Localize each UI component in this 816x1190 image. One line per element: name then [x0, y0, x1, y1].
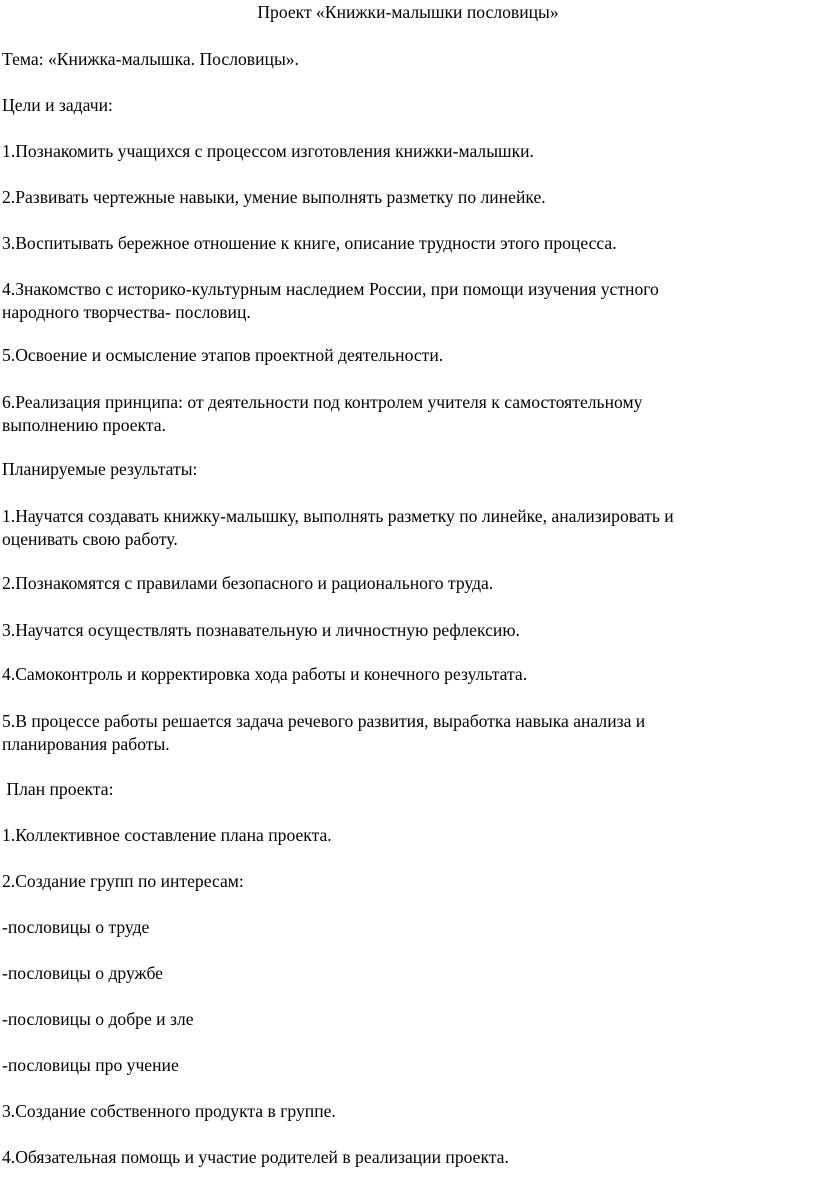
goal-item: 1.Познакомить учащихся с процессом изготовления книжки-малышки. — [2, 141, 534, 161]
goal-item: 5.Освоение и осмысление этапов проектной деятельности. — [2, 345, 444, 365]
document-title: Проект «Книжки-малышки пословицы» — [257, 2, 559, 22]
result-item: 4.Самоконтроль и корректировка хода работы и конечного результата. — [2, 664, 528, 684]
plan-subitem: -пословицы про учение — [2, 1055, 179, 1075]
plan-heading: План проекта: — [2, 779, 114, 799]
plan-item: 2.Создание групп по интересам: — [2, 871, 244, 891]
plan-subitem: -пословицы о труде — [2, 917, 150, 937]
plan-subitem: -пословицы о дружбе — [2, 963, 163, 983]
result-item: 2.Познакомятся с правилами безопасного и рационального труда. — [2, 573, 494, 593]
goal-item: 6.Реализация принципа: от деятельности под контролем учителя к самостоятельному — [2, 392, 643, 412]
goal-item: 4.Знакомство с историко-культурным наследием России, при помощи изучения устного — [2, 279, 659, 299]
plan-item: 3.Создание собственного продукта в группе. — [2, 1101, 336, 1121]
result-item-continuation: оценивать свою работу. — [2, 529, 178, 549]
result-item: 5.В процессе работы решается задача речевого развития, выработка навыка анализа и — [2, 711, 646, 731]
result-item-continuation: планирования работы. — [2, 734, 170, 754]
result-item: 3.Научатся осуществлять познавательную и личностную рефлексию. — [2, 620, 520, 640]
plan-item: 1.Коллективное составление плана проекта. — [2, 825, 332, 845]
goal-item-continuation: выполнению проекта. — [2, 415, 166, 435]
goal-item-continuation: народного творчества- пословиц. — [2, 302, 251, 322]
goals-heading: Цели и задачи: — [2, 95, 113, 115]
results-heading: Планируемые результаты: — [2, 459, 198, 479]
topic-line: Тема: «Книжка-малышка. Пословицы». — [2, 49, 299, 69]
goal-item: 3.Воспитывать бережное отношение к книге, описание трудности этого процесса. — [2, 233, 617, 253]
plan-item: 4.Обязательная помощь и участие родителей в реализации проекта. — [2, 1147, 509, 1167]
result-item: 1.Научатся создавать книжку-малышку, выполнять разметку по линейке, анализировать и — [2, 506, 674, 526]
goal-item: 2.Развивать чертежные навыки, умение выполнять разметку по линейке. — [2, 187, 546, 207]
plan-subitem: -пословицы о добре и зле — [2, 1009, 194, 1029]
